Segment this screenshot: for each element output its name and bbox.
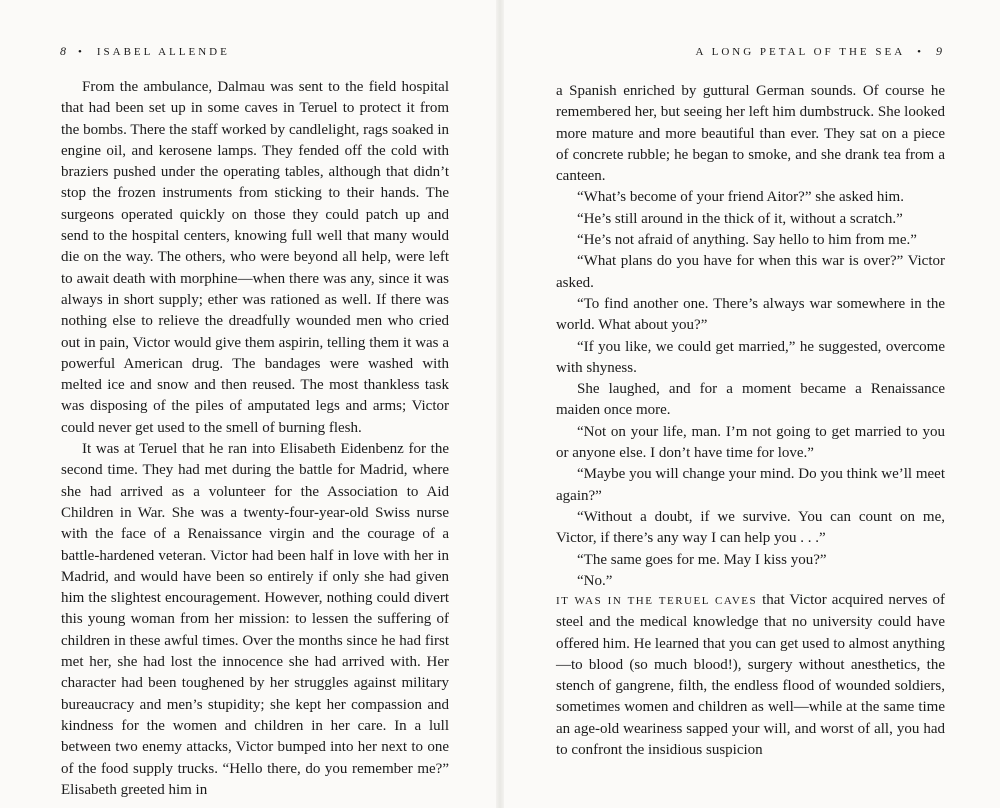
small-caps-lead: IT WAS IN THE TERUEL CAVES	[556, 595, 758, 607]
right-body-text	[556, 81, 945, 592]
section-break-text	[556, 590, 945, 761]
dialogue-line: “No.”	[577, 572, 613, 589]
dialogue-line: “He’s not afraid of anything. Say hello to him from me.”	[577, 232, 917, 249]
dialogue-line: “If you like, we could get married,” he suggested, overcome with shyness.	[556, 338, 945, 376]
paragraph: It was at Teruel that he ran into Elisabeth Eidenbenz for the second time. They had met during the battle for Madrid, where she had arrived as a volunteer for the Association to Aid Children in War. She was a twenty-four-year-old Swiss nurse with the face of a Renaissance virgin and the courage of a battle-hardened veteran. Victor had been half in love with her in Madrid, and would have been so entirely if only she had given him the slightest encouragement. However, nothing could divert this young woman from her mission: to lessen the suffering of children in these awful times. Over the months since he had first met her, she had lost the innocence she had arrived with. Her character had been toughened by her struggles against military bureaucracy and men’s stupidity; she kept her compassion and kindness for the women and children in her care. In a lull between two enemy attacks, Victor bumped into her next to one of the food supply trucks. “Hello there, do you remember me?” Elisabeth greeted him in	[61, 441, 449, 798]
paragraph: From the ambulance, Dalmau was sent to the field hospital that had been set up in some caves in Teruel to protect it from the bombs. There the staff worked by candlelight, rags soaked in engine oil, and kerosene lamps. They fended off the cold with braziers pushed under the operating tables, although that didn’t stop the frozen instruments from sticking to their hands. The surgeons operated quickly on those they could patch up and send to the hospital centers, knowing full well that many would die on the way. The others, who were beyond all help, were left to await death with morphine—when there was any, since it was always in short supply; ether was rationed as well. If there was nothing else to relieve the dreadfully wounded men who cried out in pain, Victor would give them aspirin, telling them it was a powerful American drug. The bandages were washed with melted ice and snow and then reused. The most thankless task was disposing of the piles of amputated legs and arms; Victor could never get used to the smell of burning flesh.	[61, 79, 449, 436]
section-body: that Victor acquired nerves of steel and the medical knowledge that no university could have offered him. He learned that you can get used to almost anything—to blood (so much blood!), surgery without anesthetics, the stench of gangrene, filth, the endless flood of wounded soldiers, sometimes women and children as well—while at the same time an age-old weariness sapped your will, and worst of all, you had to confront the insidious suspicion	[556, 592, 945, 759]
dialogue-line: “Not on your life, man. I’m not going to get married to you or anyone else. I don’t have time for love.”	[556, 423, 945, 462]
right-page	[500, 0, 1000, 808]
book-title: A LONG PETAL OF THE SEA	[695, 46, 906, 58]
dialogue-line: She laughed, and for a moment became a Renaissance maiden once more.	[556, 381, 945, 419]
dialogue-line: “He’s still around in the thick of it, without a scratch.”	[577, 210, 903, 227]
left-running-header	[60, 44, 230, 59]
dialogue-line: “Without a doubt, if we survive. You can count on me, Victor, if there’s any way I can help you . . .”	[556, 508, 945, 547]
dialogue-line: “What plans do you have for when this war is over?” Victor asked.	[556, 253, 945, 291]
left-page-number: 8	[60, 44, 66, 58]
dialogue-line: “Maybe you will change your mind. Do you think we’ll meet again?”	[556, 466, 945, 504]
dialogue-line: “The same goes for me. May I kiss you?”	[577, 551, 827, 568]
header-separator: •	[917, 46, 924, 58]
section-paragraph	[556, 590, 945, 761]
right-page-number: 9	[936, 44, 942, 58]
dialogue-line: “To find another one. There’s always war somewhere in the world. What about you?”	[556, 295, 945, 334]
right-running-header	[696, 44, 942, 59]
left-body-text	[61, 77, 449, 801]
header-separator: •	[78, 46, 85, 58]
dialogue-line: “What’s become of your friend Aitor?” she asked him.	[577, 189, 904, 206]
author-name: ISABEL ALLENDE	[96, 46, 230, 58]
paragraph: a Spanish enriched by guttural German sounds. Of course he remembered her, but seeing her left him dumbstruck. She looked more mature and more beautiful than ever. They sat on a piece of concrete rubble; he began to smoke, and she drank tea from a canteen.	[556, 83, 945, 185]
